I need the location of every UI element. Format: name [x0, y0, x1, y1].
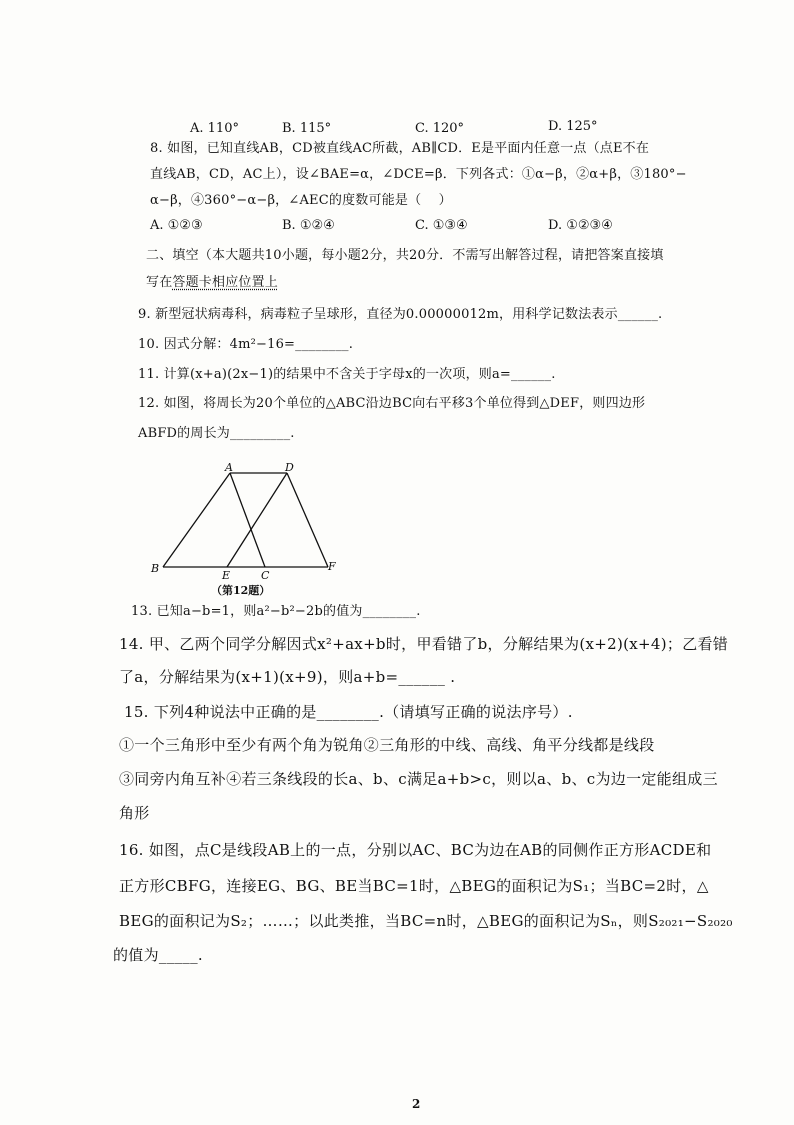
label-d: D [285, 461, 294, 474]
figure-12-trapezoid [145, 460, 355, 605]
segment-de [227, 473, 287, 567]
q16-line-2: 正方形CBFG，连接EG、BG、BE当BC=1时，△BEG的面积记为S₁；当BC=2时，△ [119, 877, 709, 895]
q8-line-2: 直线AB，CD，AC上），设∠BAE=α，∠DCE=β．下列各式：①α−β，②α+β，③180°− [150, 167, 687, 182]
label-f: F [328, 560, 336, 573]
q14-line-1: 14. 甲、乙两个同学分解因式x²+ax+b时，甲看错了b，分解结果为(x+2)(x+4)；乙看错 [119, 635, 729, 653]
q15-line-1: 15. 下列4种说法中正确的是________.（请填写正确的说法序号）. [124, 703, 573, 721]
q9-text: 9. 新型冠状病毒科，病毒粒子呈球形，直径为0.00000012m，用科学记数法表示______. [138, 307, 663, 322]
q12-line-2: ABFD的周长为_________. [138, 426, 295, 441]
section2-heading-line-1: 二、填空（本大题共10小题，每小题2分，共20分．不需写出解答过程，请把答案直接填 [146, 248, 664, 263]
figure-12-caption: （第12题） [211, 584, 271, 597]
q7-option-c: C. 120° [415, 121, 465, 136]
label-a: A [225, 461, 233, 474]
q12-line-1: 12. 如图，将周长为20个单位的△ABC沿边BC向右平移3个单位得到△DEF，则四边形 [138, 396, 646, 411]
q15-line-4: 角形 [119, 804, 150, 822]
q10-text: 10. 因式分解：4m²−16=________. [138, 337, 354, 352]
label-b: B [151, 562, 160, 575]
label-e: E [222, 569, 231, 582]
q8-option-d: D. ①②③④ [548, 218, 613, 233]
q8-option-a: A. ①②③ [150, 218, 203, 233]
section2-dotted-text: 答题卡相应位置上 [172, 275, 279, 290]
segment-df [287, 473, 328, 567]
q15-line-2: ①一个三角形中至少有两个角为锐角②三角形的中线、高线、角平分线都是线段 [119, 736, 655, 754]
q16-line-4: 的值为_____. [113, 946, 203, 964]
q7-option-a: A. 110° [190, 121, 239, 136]
q15-line-3: ③同旁内角互补④若三条线段的长a、b、c满足a+b>c，则以a、b、c为边一定能组成三 [119, 770, 718, 788]
section2-heading-line-2 [146, 276, 278, 289]
q14-line-2: 了a，分解结果为(x+1)(x+9)，则a+b=______ . [119, 668, 456, 686]
q7-option-d: D. 125° [548, 119, 598, 134]
page-number: 2 [412, 1097, 421, 1111]
q16-line-1: 16. 如图，点C是线段AB上的一点，分别以AC、BC为边在AB的同侧作正方形ACDE和 [119, 841, 712, 859]
section2-prefix: 写在 [146, 275, 173, 290]
q8-option-c: C. ①③④ [415, 218, 468, 233]
q8-line-3: α−β，④360°−α−β，∠AEC的度数可能是（ ） [150, 193, 452, 208]
q7-option-b: B. 115° [282, 121, 332, 136]
q8-line-1: 8. 如图，已知直线AB，CD被直线AC所截，AB∥CD．E是平面内任意一点（点E不在 [150, 141, 650, 156]
label-c: C [261, 569, 270, 582]
q16-line-3: BEG的面积记为S₂；……；以此类推，当BC=n时，△BEG的面积记为Sₙ，则S₂₀₂₁−S₂₀₂₀ [119, 912, 733, 930]
segment-ab [163, 473, 230, 567]
q13-text: 13. 已知a−b=1，则a²−b²−2b的值为________. [131, 604, 421, 619]
q8-option-b: B. ①②④ [282, 218, 335, 233]
q11-text: 11. 计算(x+a)(2x−1)的结果中不含关于字母x的一次项，则a=______. [138, 367, 556, 382]
